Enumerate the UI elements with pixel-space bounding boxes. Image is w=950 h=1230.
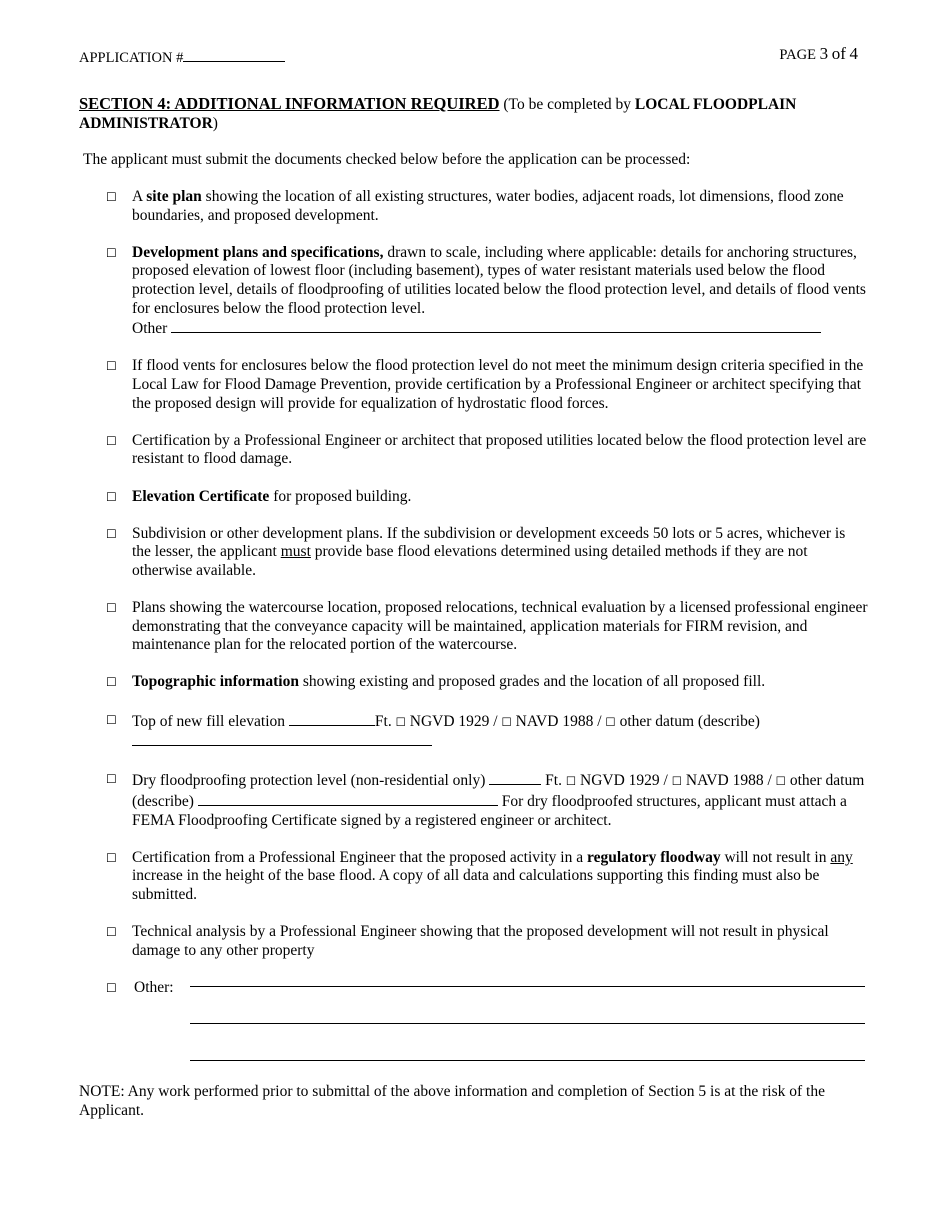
item-text: If flood vents for enclosures below the flood protection level do not meet the minimum design criteria specified in the Local Law for Flood Damage Prevention, provide certification by a Professional Engineer or architect specifying that the proposed design will provide for equalization of hydrostatic flood forces. (132, 357, 864, 412)
item-text: Subdivision or other development plans. If the subdivision or development exceeds 50 lots or 5 acres, whichever is the lesser, the applicant (132, 524, 846, 561)
page-current: 3 (819, 44, 829, 63)
item-text: Technical analysis by a Professional Engineer showing that the proposed development will not result in physical damage to any other property (132, 923, 829, 959)
item-fill-elevation (106, 711, 868, 752)
item-text: drawn to scale, including where applicable: details for anchoring structures, proposed elevation of lowest floor (including basement), types of water resistant materials used below the flood protection level, details of floodproofing of utilities located below the flood protection level, and details of flood vents for enclosures below the flood protection level. (132, 243, 866, 317)
checkbox-utilities[interactable]: ☐ (106, 433, 117, 448)
option-label: NAVD 1988 / (515, 712, 606, 730)
item-elevation-certificate (106, 488, 868, 507)
page-number (779, 45, 858, 65)
item-text: A (132, 188, 147, 205)
checkbox-other[interactable]: ☐ (106, 980, 117, 995)
section-paren-close: ) (212, 115, 218, 132)
item-bold: Development plans and specifications, (132, 243, 384, 261)
item-underlined: any (830, 848, 853, 866)
item-technical-analysis (106, 923, 868, 960)
item-text: Top of new fill elevation (132, 712, 289, 730)
checkbox-flood-vents[interactable]: ☐ (106, 359, 117, 374)
item-watercourse (106, 599, 868, 655)
item-underlined: must (280, 543, 311, 561)
note-text: NOTE: Any work performed prior to submittal of the above information and completion of Section 5 is at the risk of the Applicant. (79, 1083, 825, 1119)
dev-plans-other-field[interactable] (171, 318, 821, 333)
document-checklist (106, 188, 868, 998)
section-role: LOCAL FLOODPLAIN ADMINISTRATOR (79, 96, 797, 132)
item-other (106, 979, 868, 998)
item-text: showing the location of all existing structures, water bodies, adjacent roads, lot dimensions, flood zone boundaries, and proposed development. (132, 188, 844, 224)
checkbox-site-plan[interactable]: ☐ (106, 190, 117, 204)
page-total: 4 (849, 44, 858, 63)
checkbox-dry-ngvd[interactable]: ☐ (565, 774, 577, 789)
item-text: showing existing and proposed grades and the location of all proposed fill. (298, 673, 766, 691)
item-text: Plans showing the watercourse location, proposed relocations, technical evaluation by a licensed professional engineer demonstrating that the conveyance capacity will be maintained, application materials for FIRM revision, and maintenance plan for the relocated portion of the watercourse. (132, 599, 868, 654)
checkbox-dry-navd[interactable]: ☐ (671, 774, 683, 789)
item-dry-floodproofing (106, 770, 868, 830)
item-bold: regulatory floodway (586, 848, 721, 866)
item-text: Ft. (374, 712, 396, 730)
page-label: PAGE (779, 47, 816, 63)
checkbox-topographic[interactable]: ☐ (106, 675, 117, 690)
checkbox-fill-other[interactable]: ☐ (605, 714, 616, 729)
intro-text: The applicant must submit the documents checked below before the application can be processed: (83, 151, 691, 168)
checkbox-technical-analysis[interactable]: ☐ (106, 925, 117, 940)
dry-datum-field[interactable] (198, 791, 498, 806)
item-text: for proposed building. (269, 487, 412, 505)
item-text: Dry floodproofing protection level (non-residential only) (132, 772, 490, 790)
item-subdivision (106, 525, 868, 581)
application-number-field[interactable] (183, 48, 285, 62)
fill-elevation-field[interactable] (289, 711, 375, 726)
option-label: NGVD 1929 / (409, 712, 502, 730)
option-label: NAVD 1988 / (685, 772, 776, 790)
checkbox-watercourse[interactable]: ☐ (106, 601, 117, 616)
item-development-plans (106, 244, 868, 339)
page-of: of (831, 44, 846, 63)
checkbox-fill-ngvd[interactable]: ☐ (395, 714, 406, 729)
section-heading: SECTION 4: ADDITIONAL INFORMATION REQUIRED (79, 94, 500, 113)
fill-datum-field[interactable] (132, 731, 432, 746)
item-flood-vents (106, 357, 868, 413)
item-topographic (106, 673, 868, 692)
item-text: For dry floodproofed structures, applicant must attach a FEMA Floodproofing Certificate signed by a registered engineer or architect. (132, 793, 847, 829)
item-text: provide base flood elevations determined using detailed methods if they are not otherwise available. (132, 543, 808, 579)
item-bold: Elevation Certificate (132, 487, 270, 505)
item-text: Ft. (541, 772, 566, 790)
other-line-2[interactable] (190, 1023, 865, 1024)
application-number (79, 48, 285, 68)
option-label: NGVD 1929 / (580, 772, 672, 790)
option-label: other datum (describe) (132, 772, 865, 810)
checkbox-subdivision[interactable]: ☐ (106, 526, 117, 541)
item-bold: Topographic information (132, 673, 299, 691)
checkbox-elevation-certificate[interactable]: ☐ (106, 489, 117, 504)
item-text: Certification by a Professional Engineer or architect that proposed utilities located below the flood protection level are resistant to flood damage. (132, 431, 867, 468)
application-label: APPLICATION # (79, 50, 184, 66)
item-text: increase in the height of the base flood. A copy of all data and calculations supporting this finding must also be submitted. (132, 867, 820, 903)
item-text: Certification from a Professional Engineer that the proposed activity in a (132, 848, 587, 866)
option-label: other datum (describe) (619, 712, 760, 730)
floodproofing-level-field[interactable] (489, 770, 541, 785)
checkbox-floodway[interactable]: ☐ (106, 850, 117, 865)
page-header (79, 45, 858, 67)
item-utilities (106, 432, 868, 469)
checkbox-dry-other[interactable]: ☐ (775, 774, 786, 789)
item-floodway (106, 849, 868, 905)
item-bold: site plan (146, 188, 202, 205)
other-label: Other: (134, 978, 174, 996)
other-label: Other (132, 320, 168, 338)
checkbox-fill-navd[interactable]: ☐ (501, 714, 512, 729)
item-site-plan (106, 188, 868, 225)
section-title (79, 94, 799, 133)
other-line-1[interactable] (190, 986, 865, 987)
checkbox-dry-floodproofing[interactable]: ☐ (106, 772, 117, 787)
checkbox-development-plans[interactable]: ☐ (106, 245, 117, 260)
checkbox-fill-elevation[interactable]: ☐ (106, 712, 117, 727)
other-line-3[interactable] (190, 1060, 865, 1061)
section-paren-open: (To be completed by (503, 96, 635, 113)
item-text: will not result in (720, 848, 831, 866)
